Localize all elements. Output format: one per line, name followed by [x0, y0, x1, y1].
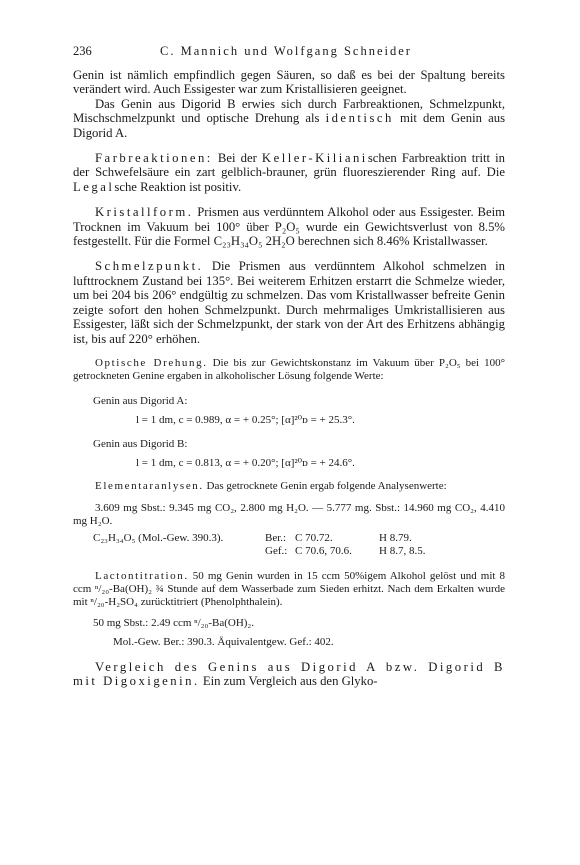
section-heading: Farbreaktionen: — [95, 151, 213, 166]
lacton-data: 50 mg Sbst.: 2.49 ccm ⁿ/₂₀-Ba(OH)₂. — [93, 616, 255, 629]
paragraph-continuation: Genin ist nämlich empfindlich gegen Säuren, so daß es bei der Spaltung bereits verändert wird. Auch Essigester war zum Kristallisieren geeignet. — [73, 68, 505, 97]
paragraph-elementaranalysen: Elementaranlysen. Das getrocknete Genin ergab folgende Analysenwerte: — [95, 479, 447, 492]
analysis-gef-row: Gef.: C 70.6, 70.6. H 8.7, 8.5. — [265, 545, 426, 558]
genin-b-equation: l = 1 dm, c = 0.813, α = + 0.20°; [α]²⁰ᴅ = + 24.6°. — [136, 456, 355, 469]
page-number: 236 — [73, 44, 92, 58]
section-heading: Vergleich des Genins aus Digorid A bzw. Digorid B mit Digoxigenin. — [73, 659, 505, 689]
section-heading: Kristallform. — [95, 205, 194, 220]
analysis-data: 3.609 mg Sbst.: 9.345 mg CO₂, 2.800 mg H₂O. — 5.777 mg. Sbst.: 14.960 mg CO₂, 4.410 mg H₂O. — [73, 501, 505, 527]
analysis-ber-row: C₂₃H₃₄O₅ (Mol.-Gew. 390.3). Ber.: C 70.72. H 8.79. — [73, 532, 505, 546]
genin-b-label: Genin aus Digorid B: — [93, 437, 188, 450]
paragraph-vergleich: Vergleich des Genins aus Digorid A bzw. Digorid B mit Digoxigenin. Ein zum Vergleich aus den Glyko- — [73, 659, 505, 689]
molecular-formula: C₂₃H₃₄O₅ (Mol.-Gew. 390.3). — [93, 531, 224, 544]
page-header — [73, 44, 505, 59]
paragraph-farbreaktionen: Farbreaktionen: Bei der Keller-Kilianischen Farbreaktion tritt in der Schwefelsäure ein zart gelblich-brauner, grün fluoreszierender Ring auf. Die Legalsche Reaktion ist positiv. — [73, 151, 506, 194]
genin-a-label: Genin aus Digorid A: — [93, 394, 188, 407]
paragraph-schmelzpunkt: Schmelzpunkt. Die Prismen aus verdünntem Alkohol schmelzen in lufttrocknem Zustand bei 135°. Bei weiterem Erhitzen erstarrt die Schmelze wieder, um bei 204 bis 206° endgültig zu schmelzen. Das vom Kristallwasser befreite Genin zeigte sofort den hohen Schmelzpunkt. Durch mehrmaliges Umkristallisieren aus Essigester, läßt sich der Schmelzpunkt, der stark von der Art des Erhitzens abhängig ist, bis auf 220° erhöhen. — [73, 259, 506, 346]
section-heading: Lactontitration. — [95, 569, 189, 582]
genin-a-equation: l = 1 dm, c = 0.989, α = + 0.25°; [α]²⁰ᴅ = + 25.3°. — [136, 413, 355, 426]
paragraph-optische-drehung: Optische Drehung. Die bis zur Gewichtskonstanz im Vakuum über P₂O₅ bei 100° getrockneten Genine ergaben in alkoholischer Lösung folgende Werte: — [73, 356, 505, 382]
paragraph-genin-b: Das Genin aus Digorid B erwies sich durch Farbreaktionen, Schmelzpunkt, Mischschmelzpunkt und optische Drehung als identisch mit dem Genin aus Digorid A. — [73, 96, 506, 140]
running-title: C. Mannich und Wolfgang Schneider — [160, 44, 412, 58]
paragraph-lactontitration: Lactontitration. 50 mg Genin wurden in 15 ccm 50%igem Alkohol gelöst und mit 8 ccm ⁿ/₂₀-Ba(OH)₂ ¾ Stunde auf dem Wasserbade zum Sieden erhitzt. Nach dem Erkalten wurde mit ⁿ/₂₀-H₂SO₄ zurücktitriert (Phenolphthalein). — [73, 569, 506, 608]
section-heading: Schmelzpunkt. — [95, 259, 204, 274]
section-heading: Optische Drehung. — [95, 356, 208, 369]
paragraph-kristallform: Kristallform. Prismen aus verdünntem Alkohol oder aus Essigester. Beim Trocknen im Vakuum bei 100° über P₂O₅ wurde ein Gewichtsverlust von 8.5% festgestellt. Für die Formel C₂₃H₃₄O₅ 2H₂O berechnen sich 8.46% Kristallwasser. — [73, 205, 505, 249]
section-heading: Elementaranlysen. — [95, 479, 204, 492]
molgew-data: Mol.-Gew. Ber.: 390.3. Äquivalentgew. Gef.: 402. — [113, 635, 334, 648]
page — [73, 44, 505, 689]
